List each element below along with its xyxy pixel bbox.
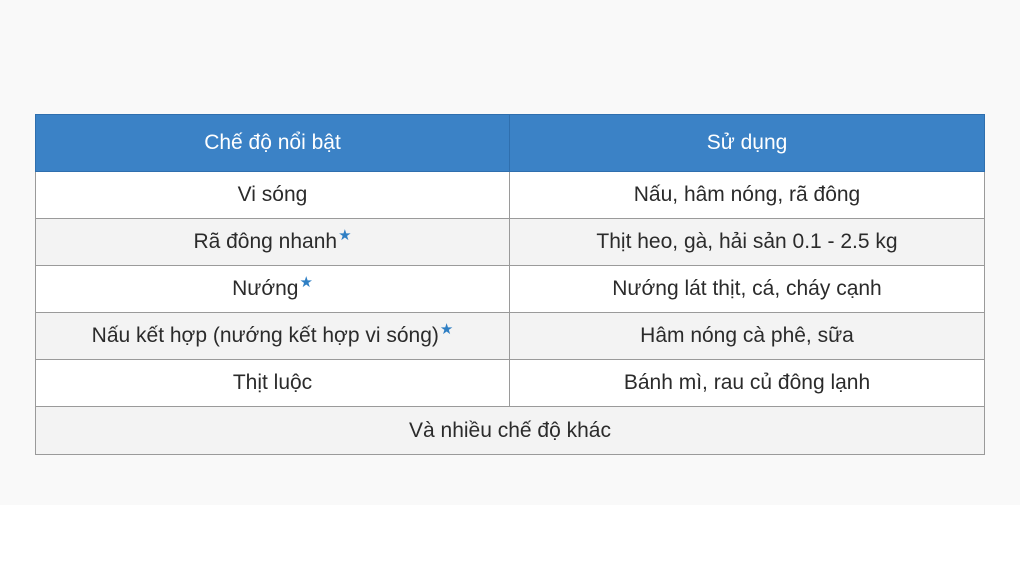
- table-row: [36, 172, 985, 219]
- header-mode: Chế độ nổi bật: [36, 115, 510, 172]
- table-footer-row: [36, 407, 985, 455]
- cooking-modes-table: [35, 114, 985, 455]
- usage-cell: Nấu, hâm nóng, rã đông: [510, 172, 985, 219]
- mode-cell: [36, 172, 510, 219]
- table-row: [36, 313, 985, 360]
- mode-cell: [36, 313, 510, 360]
- mode-label: Thịt luộc: [232, 371, 313, 394]
- mode-cell: [36, 360, 510, 407]
- mode-cell: [36, 219, 510, 266]
- mode-cell: [36, 266, 510, 313]
- usage-cell: Hâm nóng cà phê, sữa: [510, 313, 985, 360]
- header-usage: Sử dụng: [510, 115, 985, 172]
- star-icon: ★: [299, 274, 313, 291]
- star-icon: ★: [439, 321, 454, 338]
- table-header-row: [36, 115, 985, 172]
- footer-note: Và nhiều chế độ khác: [36, 407, 985, 455]
- usage-cell: Thịt heo, gà, hải sản 0.1 - 2.5 kg: [510, 219, 985, 266]
- mode-label: Rã đông nhanh: [193, 230, 338, 253]
- mode-label: Vi sóng: [237, 183, 308, 206]
- star-icon: ★: [338, 227, 352, 244]
- table-row: [36, 219, 985, 266]
- table-row: [36, 360, 985, 407]
- mode-label: Nấu kết hợp (nướng kết hợp vi sóng): [91, 324, 439, 347]
- mode-label: Nướng: [232, 277, 299, 300]
- usage-cell: Bánh mì, rau củ đông lạnh: [510, 360, 985, 407]
- table-row: [36, 266, 985, 313]
- usage-cell: Nướng lát thịt, cá, cháy cạnh: [510, 266, 985, 313]
